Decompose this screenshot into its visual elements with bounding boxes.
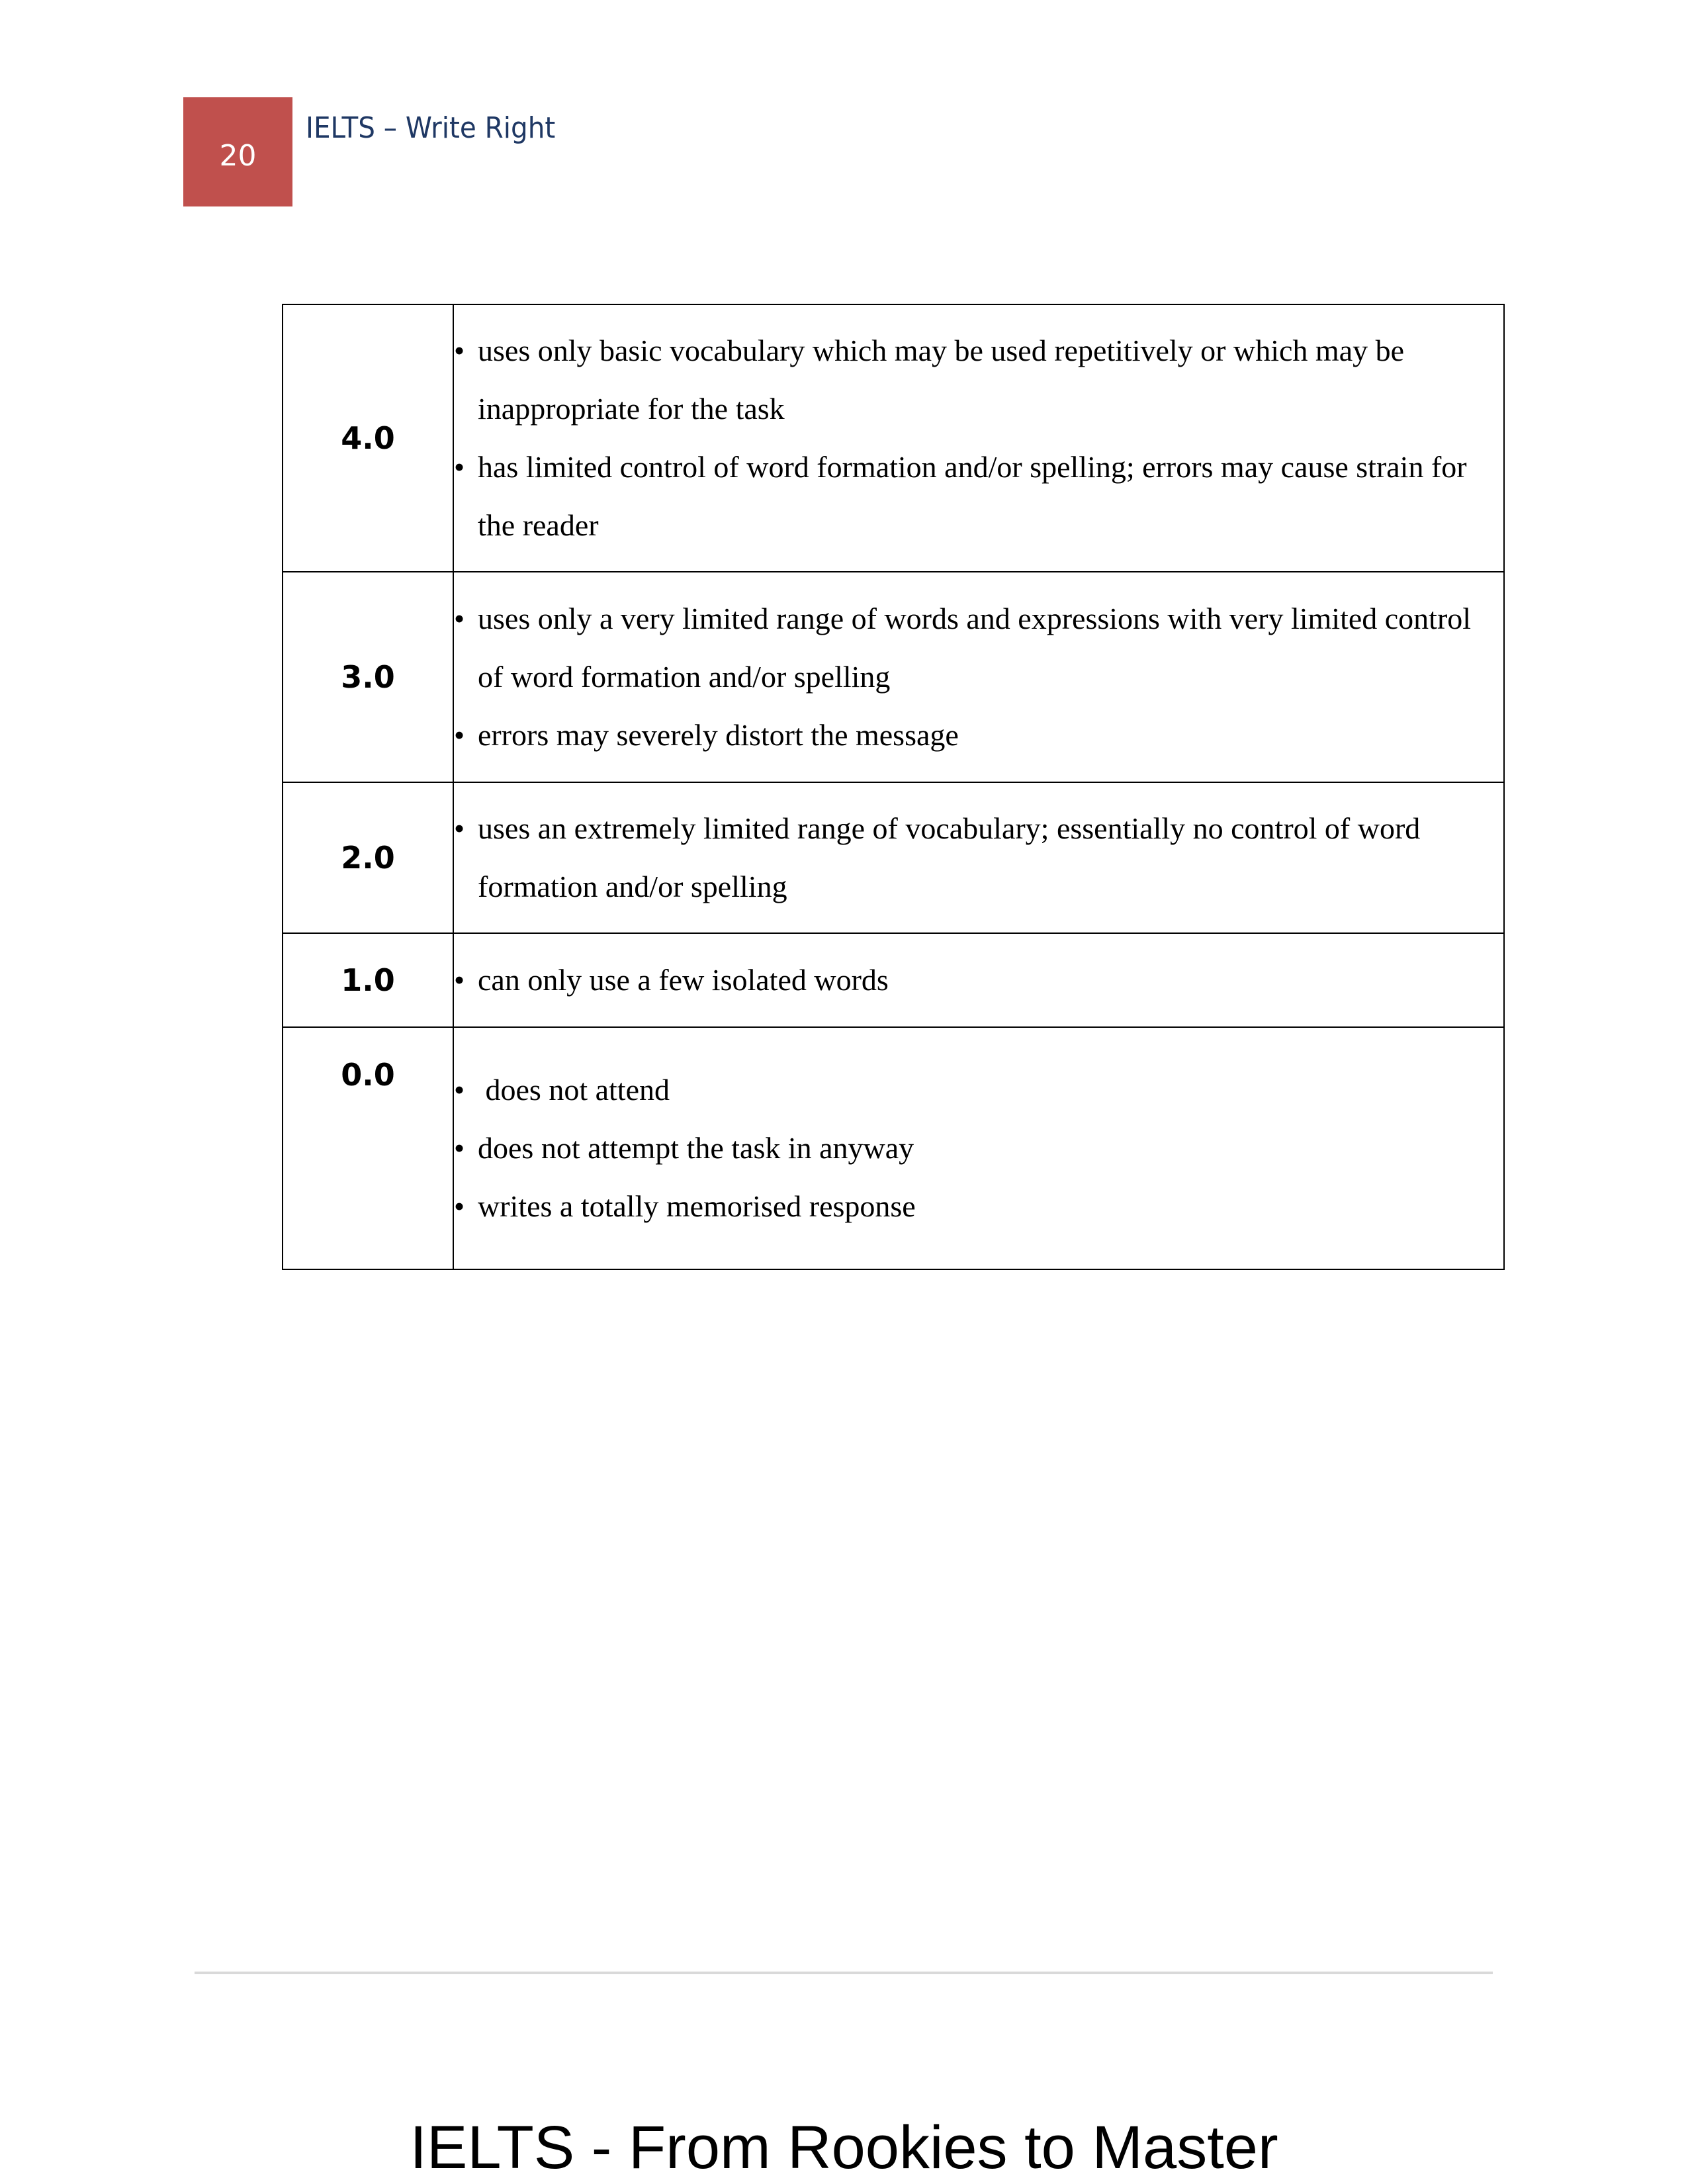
footer-title: IELTS - From Rookies to Master <box>410 2114 1278 2181</box>
band-score: 2.0 <box>283 782 453 933</box>
descriptor-text: writes a totally memorised response <box>478 1189 916 1223</box>
page-number: 20 <box>219 139 257 173</box>
descriptor-text: uses only basic vocabulary which may be used repetitively or which may be inappropriate for the task <box>478 334 1405 426</box>
band-score: 3.0 <box>283 572 453 782</box>
table-row <box>283 782 1504 933</box>
band-score: 0.0 <box>283 1027 453 1269</box>
list-item <box>454 322 1503 438</box>
list-item <box>454 590 1503 706</box>
descriptor-text: uses an extremely limited range of vocabulary; essentially no control of word formation and/or spelling <box>478 811 1421 903</box>
descriptor-text: does not attempt the task in anyway <box>478 1131 914 1165</box>
page-number-badge <box>183 97 292 206</box>
descriptor-text: can only use a few isolated words <box>478 963 889 997</box>
bullet-icon: • <box>454 1189 465 1223</box>
list-item <box>454 1177 1503 1236</box>
band-description <box>453 1027 1504 1269</box>
descriptor-text: does not attend <box>478 1073 670 1107</box>
list-item <box>454 1119 1503 1177</box>
table-row <box>283 572 1504 782</box>
list-item <box>454 706 1503 764</box>
footer-divider <box>195 1972 1493 1974</box>
bullet-icon: • <box>454 718 465 752</box>
band-score: 4.0 <box>283 304 453 572</box>
list-item <box>454 438 1503 555</box>
band-description <box>453 782 1504 933</box>
bullet-icon: • <box>454 334 465 367</box>
bullet-icon: • <box>454 963 465 997</box>
band-descriptor-table <box>282 304 1505 1270</box>
band-description <box>453 933 1504 1027</box>
descriptor-text: errors may severely distort the message <box>478 718 959 752</box>
descriptor-text: uses only a very limited range of words and expressions with very limited control of word formation and/or spelling <box>478 602 1472 694</box>
band-description <box>453 304 1504 572</box>
list-item <box>454 799 1503 916</box>
running-title: IELTS – Write Right <box>306 111 556 145</box>
bullet-icon: • <box>454 811 465 845</box>
bullet-icon: • <box>454 1131 465 1165</box>
table-row <box>283 1027 1504 1269</box>
band-score: 1.0 <box>283 933 453 1027</box>
table-row <box>283 304 1504 572</box>
bullet-icon: • <box>454 1073 465 1107</box>
table-row <box>283 933 1504 1027</box>
bullet-icon: • <box>454 450 465 484</box>
descriptor-text: has limited control of word formation and/or spelling; errors may cause strain for the reader <box>478 450 1467 542</box>
list-item <box>454 1061 1503 1119</box>
band-description <box>453 572 1504 782</box>
bullet-icon: • <box>454 602 465 635</box>
list-item <box>454 951 1503 1009</box>
